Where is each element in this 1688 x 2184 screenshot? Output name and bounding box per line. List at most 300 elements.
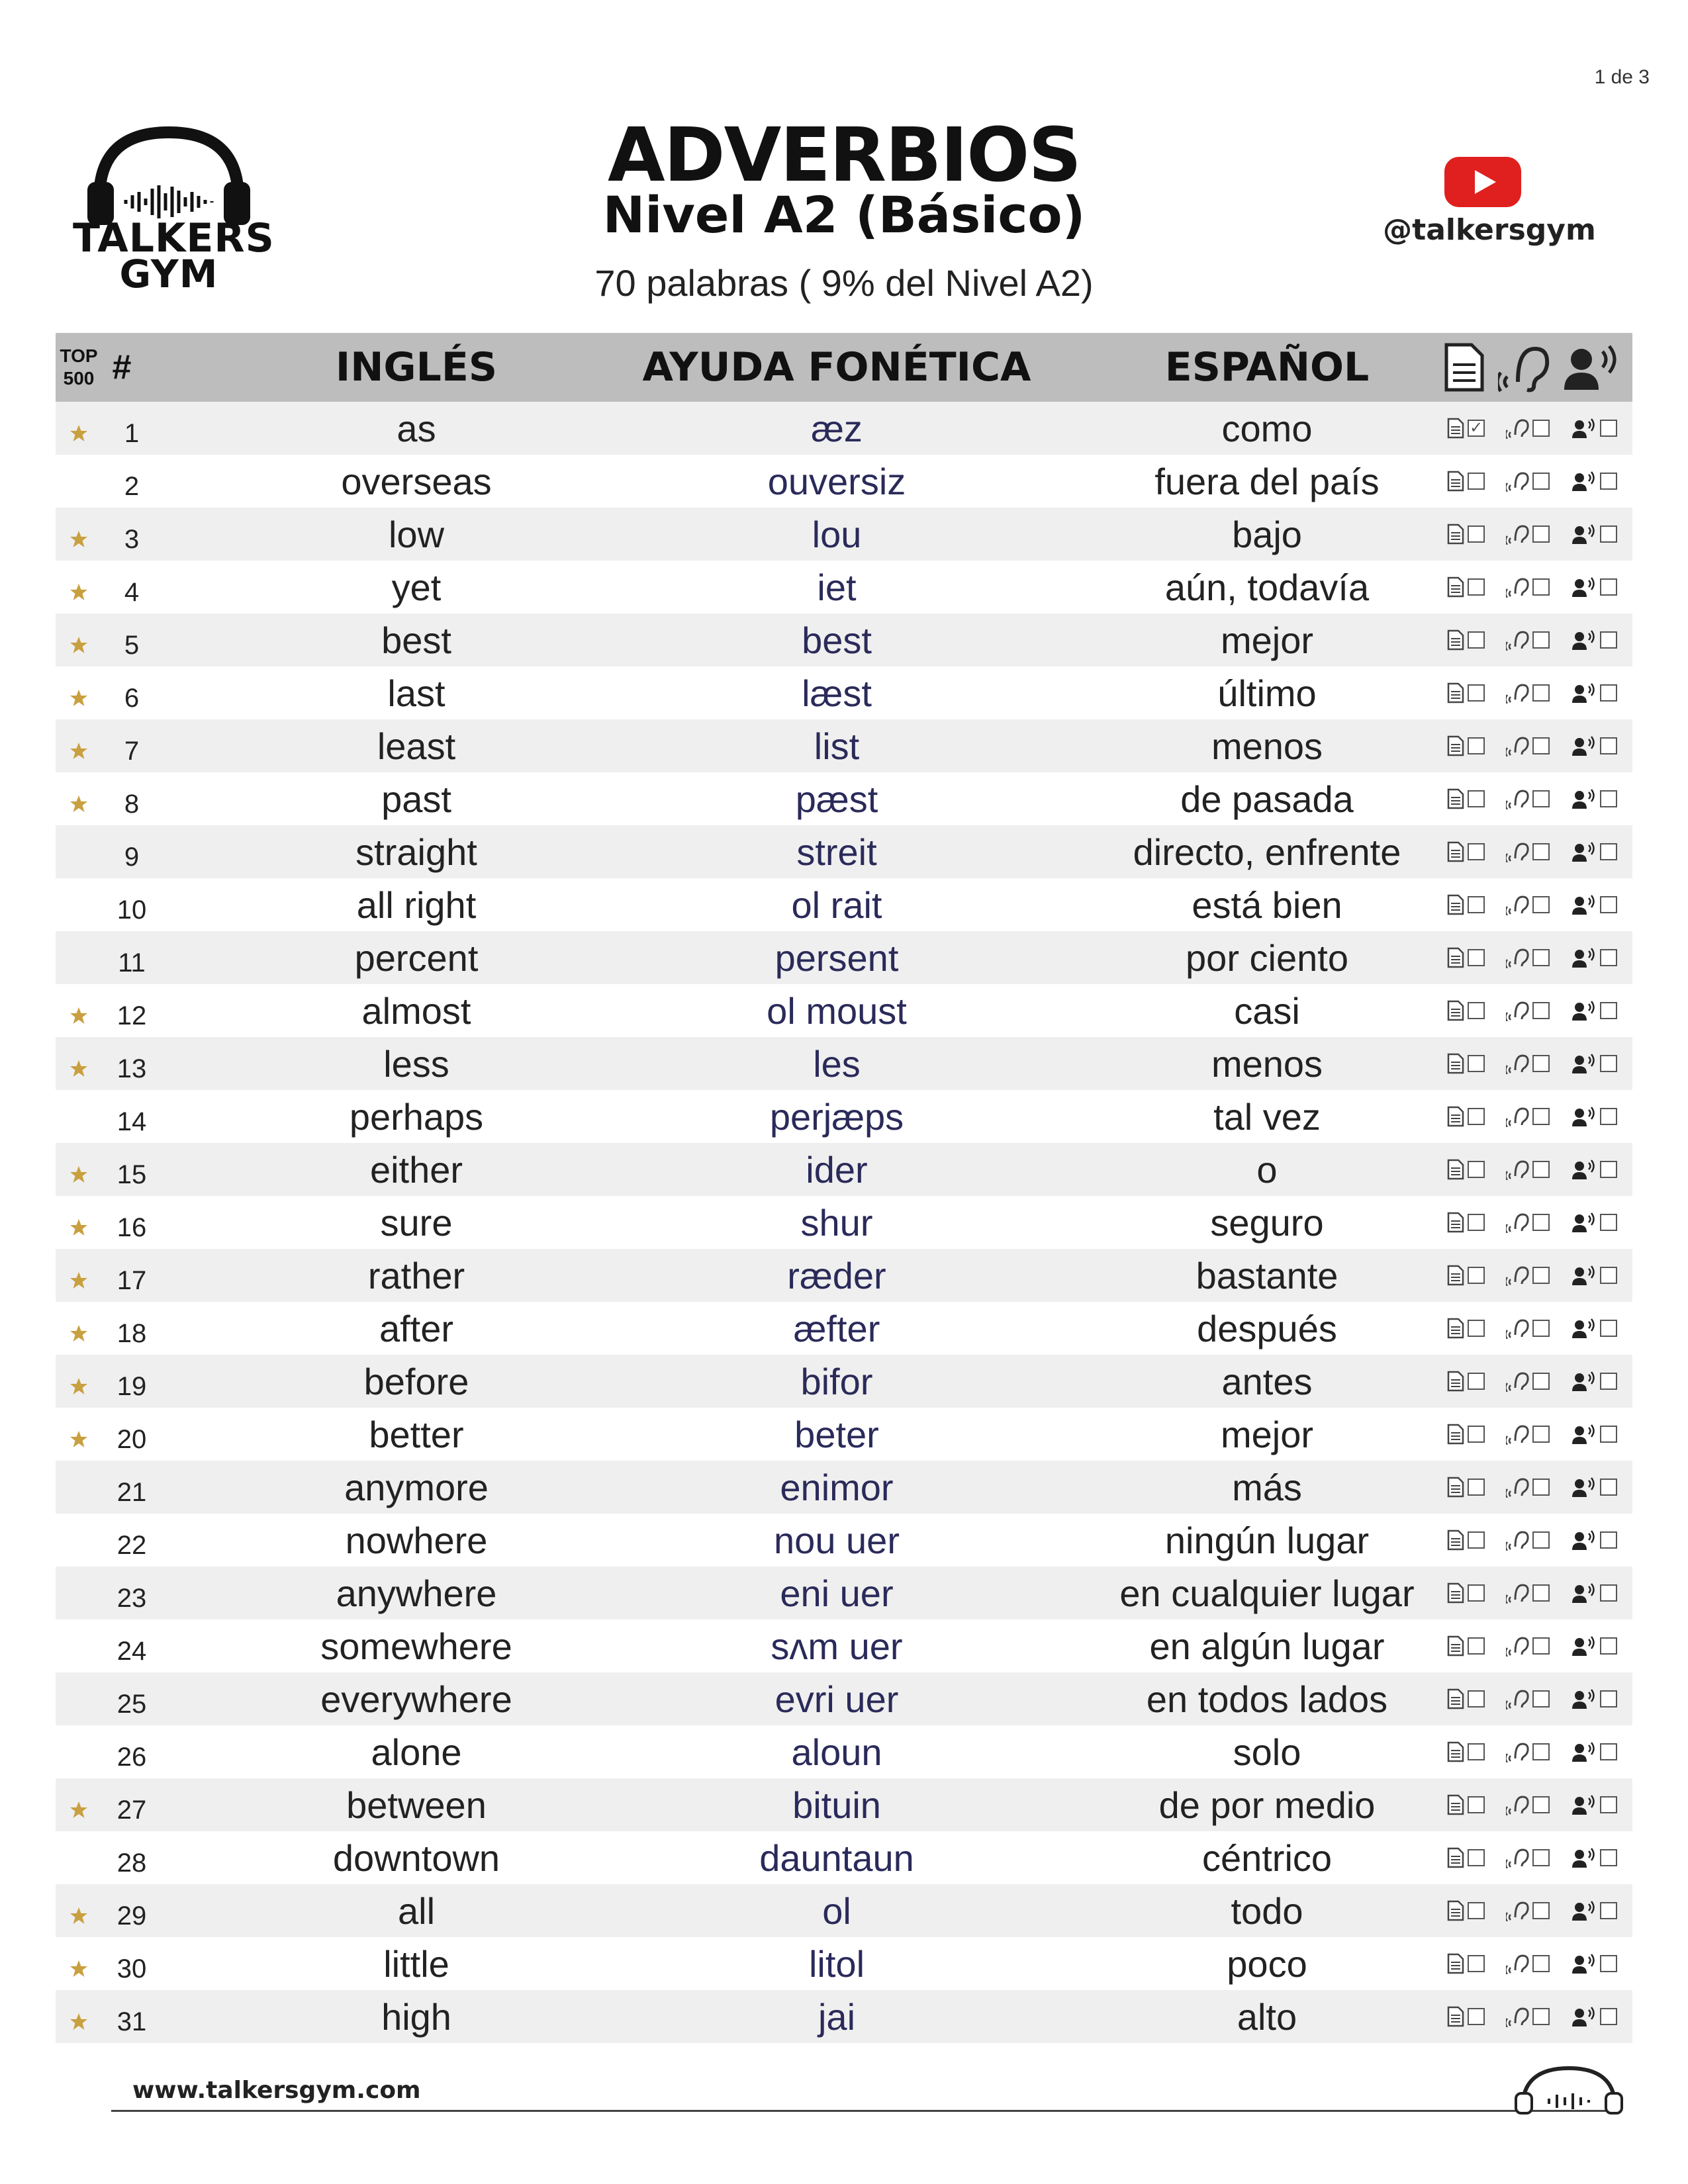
read-practice: [1446, 1582, 1485, 1604]
table-row: [56, 1037, 1632, 1090]
row-number: 8: [124, 789, 140, 819]
listen-checkbox[interactable]: [1532, 949, 1550, 966]
star-icon: [69, 794, 89, 814]
speak-icon: [1571, 1000, 1597, 1021]
listen-checkbox[interactable]: [1532, 1002, 1550, 1019]
listen-checkbox[interactable]: [1532, 631, 1550, 649]
read-checkbox[interactable]: [1468, 473, 1485, 490]
spanish-translation: casi: [1234, 989, 1300, 1032]
table-row: [56, 1302, 1632, 1355]
phonetic-help: dauntaun: [759, 1837, 914, 1879]
listen-checkbox[interactable]: [1532, 1055, 1550, 1072]
table-row: [56, 561, 1632, 614]
table-row: [56, 1884, 1632, 1937]
speak-practice: [1571, 1582, 1617, 1604]
listen-practice: [1506, 1900, 1550, 1921]
phonetic-help: bifor: [800, 1360, 873, 1402]
english-word: percent: [354, 936, 479, 979]
speak-checkbox[interactable]: [1600, 1108, 1617, 1125]
listen-checkbox[interactable]: [1532, 1531, 1550, 1549]
top500-marker: [62, 1942, 95, 1995]
speak-icon: [1571, 1212, 1597, 1233]
listen-checkbox[interactable]: [1532, 1479, 1550, 1496]
read-practice: [1446, 418, 1485, 439]
table-body: [56, 402, 1632, 2043]
speak-practice: [1571, 735, 1617, 756]
listen-practice: [1506, 576, 1550, 598]
listen-checkbox[interactable]: [1532, 420, 1550, 437]
speak-checkbox[interactable]: [1600, 790, 1617, 807]
speak-practice: [1571, 1000, 1617, 1021]
read-icon: [1446, 841, 1465, 862]
speak-icon: [1571, 841, 1597, 862]
speak-checkbox[interactable]: [1600, 1743, 1617, 1760]
read-checkbox[interactable]: [1468, 1743, 1485, 1760]
read-checkbox[interactable]: [1468, 1108, 1485, 1125]
top500-marker: [62, 989, 95, 1042]
row-number: 13: [117, 1054, 147, 1083]
english-word: straight: [355, 831, 477, 873]
practice-checkboxes: [1436, 561, 1628, 614]
read-checkbox[interactable]: [1468, 1002, 1485, 1019]
row-number: 29: [117, 1901, 147, 1931]
table-row: [56, 984, 1632, 1037]
listen-icon: [1506, 629, 1530, 651]
speak-icon: [1571, 1371, 1597, 1392]
listen-checkbox[interactable]: [1532, 525, 1550, 543]
listen-checkbox[interactable]: [1532, 1849, 1550, 1866]
star-icon: [69, 1006, 89, 1026]
listen-checkbox[interactable]: [1532, 1690, 1550, 1707]
read-checkbox[interactable]: [1468, 1267, 1485, 1284]
footer-divider: [111, 2110, 1614, 2112]
listen-checkbox[interactable]: [1532, 473, 1550, 490]
read-icon: [1446, 682, 1465, 704]
spanish-translation: mejor: [1220, 619, 1314, 661]
speak-practice: [1571, 523, 1617, 545]
social-handle[interactable]: @talkersgym: [1383, 213, 1596, 247]
practice-checkboxes: [1436, 1725, 1628, 1778]
speak-checkbox[interactable]: [1600, 737, 1617, 754]
listen-checkbox[interactable]: [1532, 896, 1550, 913]
read-practice: [1446, 576, 1485, 598]
top500-marker: [62, 1095, 95, 1148]
speak-icon: [1571, 735, 1597, 756]
spanish-translation: menos: [1211, 1042, 1323, 1085]
spanish-translation: o: [1256, 1148, 1278, 1191]
spanish-translation: en algún lugar: [1149, 1625, 1385, 1667]
listen-checkbox[interactable]: [1532, 843, 1550, 860]
top500-marker: [62, 1995, 95, 2048]
speak-checkbox[interactable]: [1600, 1055, 1617, 1072]
row-number: 28: [117, 1848, 147, 1878]
read-checkbox[interactable]: [1468, 1637, 1485, 1655]
spanish-translation: aún, todavía: [1164, 566, 1370, 608]
speak-icon: [1571, 1265, 1597, 1286]
read-practice: [1446, 629, 1485, 651]
speak-checkbox[interactable]: [1600, 949, 1617, 966]
english-word: anywhere: [336, 1572, 497, 1614]
speak-practice: [1571, 2006, 1617, 2027]
star-icon: [69, 635, 89, 655]
speak-icon: [1571, 894, 1597, 915]
listen-practice: [1506, 1371, 1550, 1392]
top500-marker: [62, 619, 95, 672]
listen-checkbox[interactable]: [1532, 2008, 1550, 2025]
phonetic-help: bituin: [792, 1784, 881, 1826]
read-practice: [1446, 894, 1485, 915]
listen-practice: [1506, 1582, 1550, 1604]
listen-checkbox[interactable]: [1532, 1267, 1550, 1284]
read-icon: [1446, 1688, 1465, 1709]
listen-practice: [1506, 471, 1550, 492]
top500-marker: [62, 1466, 95, 1519]
top500-marker: [62, 1148, 95, 1201]
phonetic-help: ouversiz: [767, 460, 906, 502]
practice-checkboxes: [1436, 455, 1628, 508]
spanish-translation: directo, enfrente: [1133, 831, 1401, 873]
phonetic-help: æz: [811, 407, 863, 449]
phonetic-help: ræder: [787, 1254, 886, 1297]
vocabulary-table: [56, 333, 1632, 2043]
read-checkbox[interactable]: [1468, 949, 1485, 966]
speak-practice: [1571, 1900, 1617, 1921]
listen-practice: [1506, 1741, 1550, 1762]
read-icon: [1446, 894, 1465, 915]
listen-practice: [1506, 841, 1550, 862]
speak-checkbox[interactable]: [1600, 1902, 1617, 1919]
speak-checkbox[interactable]: [1600, 1849, 1617, 1866]
practice-checkboxes: [1436, 719, 1628, 772]
speak-icon: [1571, 1688, 1597, 1709]
speak-checkbox[interactable]: [1600, 1426, 1617, 1443]
listen-checkbox[interactable]: [1532, 1743, 1550, 1760]
listen-checkbox[interactable]: [1532, 1637, 1550, 1655]
listen-practice: [1506, 1424, 1550, 1445]
speak-checkbox[interactable]: [1600, 684, 1617, 702]
row-number: 30: [117, 1954, 147, 1983]
english-word: between: [346, 1784, 487, 1826]
speak-practice: [1571, 629, 1617, 651]
listen-checkbox[interactable]: [1532, 1796, 1550, 1813]
read-checkbox[interactable]: [1468, 1320, 1485, 1337]
phonetic-help: lou: [812, 513, 862, 555]
speak-practice: [1571, 1794, 1617, 1815]
listen-practice: [1506, 1212, 1550, 1233]
read-icon: [1446, 735, 1465, 756]
star-icon: [69, 529, 89, 549]
speak-checkbox[interactable]: [1600, 1214, 1617, 1231]
read-icon: [1446, 629, 1465, 651]
listen-icon: [1506, 1212, 1530, 1233]
read-checkbox[interactable]: ✓: [1468, 420, 1485, 437]
english-word: downtown: [332, 1837, 500, 1879]
speak-checkbox[interactable]: [1600, 1690, 1617, 1707]
top500-marker: [62, 407, 95, 460]
read-checkbox[interactable]: [1468, 790, 1485, 807]
read-icon: [1446, 576, 1465, 598]
read-practice: [1446, 682, 1485, 704]
speak-checkbox[interactable]: [1600, 631, 1617, 649]
listen-practice: [1506, 1529, 1550, 1551]
table-row: [56, 1408, 1632, 1461]
listen-checkbox[interactable]: [1532, 578, 1550, 596]
english-word: high: [381, 1995, 451, 2038]
table-row: [56, 1143, 1632, 1196]
practice-checkboxes: [1436, 1302, 1628, 1355]
speak-icon: [1571, 1741, 1597, 1762]
read-checkbox[interactable]: [1468, 737, 1485, 754]
speak-checkbox[interactable]: [1600, 2008, 1617, 2025]
listen-checkbox[interactable]: [1532, 1426, 1550, 1443]
read-checkbox[interactable]: [1468, 1426, 1485, 1443]
read-checkbox[interactable]: [1468, 2008, 1485, 2025]
english-word: best: [381, 619, 451, 661]
english-word: somewhere: [320, 1625, 512, 1667]
phonetic-help: nou uer: [774, 1519, 900, 1561]
speak-checkbox[interactable]: [1600, 525, 1617, 543]
star-icon: [69, 1324, 89, 1343]
top500-marker: [62, 1889, 95, 1942]
read-checkbox[interactable]: [1468, 1796, 1485, 1813]
speak-checkbox[interactable]: [1600, 1002, 1617, 1019]
practice-checkboxes: [1436, 1937, 1628, 1990]
listen-checkbox[interactable]: [1532, 1320, 1550, 1337]
listen-checkbox[interactable]: [1532, 1584, 1550, 1602]
youtube-icon[interactable]: [1443, 156, 1523, 212]
read-icon: [1446, 1265, 1465, 1286]
practice-checkboxes: [1436, 1196, 1628, 1249]
table-row: [56, 1990, 1632, 2043]
speak-checkbox[interactable]: [1600, 1531, 1617, 1549]
read-checkbox[interactable]: [1468, 1214, 1485, 1231]
spanish-translation: todo: [1231, 1889, 1303, 1932]
read-practice: [1446, 947, 1485, 968]
speak-checkbox[interactable]: [1600, 896, 1617, 913]
read-practice: [1446, 1794, 1485, 1815]
listen-checkbox[interactable]: [1532, 790, 1550, 807]
speak-icon: [1571, 1318, 1597, 1339]
table-row: [56, 1355, 1632, 1408]
speak-checkbox[interactable]: [1600, 578, 1617, 596]
top500-marker: [62, 1784, 95, 1837]
listen-checkbox[interactable]: [1532, 1108, 1550, 1125]
phonetic-help: perjæps: [769, 1095, 904, 1138]
listen-practice: [1506, 1953, 1550, 1974]
speak-checkbox[interactable]: [1600, 420, 1617, 437]
practice-checkboxes: [1436, 1884, 1628, 1937]
phonetic-help: best: [802, 619, 872, 661]
speak-checkbox[interactable]: [1600, 473, 1617, 490]
footer-url[interactable]: www.talkersgym.com: [132, 2077, 421, 2104]
read-checkbox[interactable]: [1468, 1955, 1485, 1972]
practice-checkboxes: [1436, 614, 1628, 666]
read-practice: [1446, 1000, 1485, 1021]
top500-marker: [62, 1519, 95, 1572]
listen-checkbox[interactable]: [1532, 737, 1550, 754]
read-checkbox[interactable]: [1468, 1161, 1485, 1178]
practice-checkboxes: [1436, 1249, 1628, 1302]
speak-checkbox[interactable]: [1600, 1479, 1617, 1496]
table-row: [56, 1461, 1632, 1514]
speak-checkbox[interactable]: [1600, 1637, 1617, 1655]
table-row: [56, 508, 1632, 561]
speak-checkbox[interactable]: [1600, 1796, 1617, 1813]
read-checkbox[interactable]: [1468, 1373, 1485, 1390]
read-icon: [1446, 1106, 1465, 1127]
listen-practice: [1506, 523, 1550, 545]
footer-headphones-icon: [1509, 2062, 1628, 2118]
read-checkbox[interactable]: [1468, 684, 1485, 702]
read-icon: [1446, 1900, 1465, 1921]
english-word: after: [379, 1307, 454, 1349]
speak-practice: [1571, 1053, 1617, 1074]
speak-icon: [1571, 1424, 1597, 1445]
read-checkbox[interactable]: [1468, 578, 1485, 596]
speak-icon: [1571, 1159, 1597, 1180]
listen-icon: [1506, 523, 1530, 545]
listen-icon: [1506, 1159, 1530, 1180]
practice-checkboxes: [1436, 1672, 1628, 1725]
speak-checkbox[interactable]: [1600, 1267, 1617, 1284]
english-word: least: [377, 725, 456, 767]
listen-practice: [1506, 1159, 1550, 1180]
read-checkbox[interactable]: [1468, 1690, 1485, 1707]
listen-checkbox[interactable]: [1532, 1902, 1550, 1919]
speak-checkbox[interactable]: [1600, 1161, 1617, 1178]
speak-icon: [1571, 1582, 1597, 1604]
speak-practice: [1571, 894, 1617, 915]
read-icon: [1446, 1000, 1465, 1021]
listen-icon: [1506, 1477, 1530, 1498]
listen-icon: [1506, 1582, 1530, 1604]
speak-practice: [1571, 1371, 1617, 1392]
read-checkbox[interactable]: [1468, 843, 1485, 860]
speak-icon: [1571, 1635, 1597, 1657]
phonetic-help: jai: [818, 1995, 856, 2038]
spanish-translation: mejor: [1220, 1413, 1314, 1455]
table-row: [56, 1672, 1632, 1725]
speak-checkbox[interactable]: [1600, 1320, 1617, 1337]
speak-checkbox[interactable]: [1600, 1584, 1617, 1602]
speak-practice: [1571, 682, 1617, 704]
speak-checkbox[interactable]: [1600, 1373, 1617, 1390]
top500-marker: [62, 1413, 95, 1466]
practice-checkboxes: [1436, 772, 1628, 825]
page-subtitle: Nivel A2 (Básico): [602, 185, 1086, 244]
speak-practice: [1571, 1741, 1617, 1762]
top500-marker: [62, 1625, 95, 1678]
star-icon: [69, 1271, 89, 1291]
read-checkbox[interactable]: [1468, 631, 1485, 649]
read-practice: [1446, 1265, 1485, 1286]
english-word: anymore: [344, 1466, 489, 1508]
listen-practice: [1506, 1265, 1550, 1286]
listen-icon: [1506, 1424, 1530, 1445]
top500-header-line1: TOP: [60, 345, 98, 366]
listen-checkbox[interactable]: [1532, 1214, 1550, 1231]
phonetic-help: les: [813, 1042, 861, 1085]
listen-icon: [1506, 1318, 1530, 1339]
spanish-translation: está bien: [1192, 884, 1342, 926]
listen-practice: [1506, 1053, 1550, 1074]
speak-icon: [1571, 471, 1597, 492]
speak-icon: [1571, 682, 1597, 704]
speak-icon: [1571, 629, 1597, 651]
top500-marker: [62, 1360, 95, 1413]
english-word: almost: [361, 989, 471, 1032]
phonetic-help: enimor: [780, 1466, 894, 1508]
row-number: 19: [117, 1371, 147, 1401]
read-checkbox[interactable]: [1468, 525, 1485, 543]
english-word: rather: [367, 1254, 465, 1297]
table-row: [56, 666, 1632, 719]
speak-icon: [1571, 418, 1597, 439]
speak-checkbox[interactable]: [1600, 843, 1617, 860]
speak-icon: [1571, 947, 1597, 968]
read-icon: [1446, 1529, 1465, 1551]
read-checkbox[interactable]: [1468, 1849, 1485, 1866]
listen-checkbox[interactable]: [1532, 1955, 1550, 1972]
speak-checkbox[interactable]: [1600, 1955, 1617, 1972]
listen-icon: [1506, 471, 1530, 492]
read-checkbox[interactable]: [1468, 1055, 1485, 1072]
speak-practice: [1571, 418, 1617, 439]
read-checkbox[interactable]: [1468, 1479, 1485, 1496]
listen-practice: [1506, 788, 1550, 809]
listen-icon: [1506, 682, 1530, 704]
listen-practice: [1506, 1688, 1550, 1709]
row-number: 24: [117, 1636, 147, 1666]
row-number: 27: [117, 1795, 147, 1825]
read-checkbox[interactable]: [1468, 1531, 1485, 1549]
phonetic-help: ol moust: [767, 989, 907, 1032]
top500-header-line2: 500: [63, 368, 95, 388]
listen-checkbox[interactable]: [1532, 1373, 1550, 1390]
top500-marker: [62, 1254, 95, 1307]
read-icon: [1446, 1582, 1465, 1604]
practice-checkboxes: [1436, 1567, 1628, 1619]
logo-line2: GYM: [119, 251, 218, 296]
listen-practice: [1506, 1106, 1550, 1127]
spanish-translation: como: [1221, 407, 1313, 449]
row-number: 25: [117, 1689, 147, 1719]
read-checkbox[interactable]: [1468, 1902, 1485, 1919]
read-checkbox[interactable]: [1468, 1584, 1485, 1602]
listen-practice: [1506, 1635, 1550, 1657]
english-word: all right: [356, 884, 477, 926]
listen-icon: [1506, 1794, 1530, 1815]
top500-marker: [62, 1678, 95, 1731]
listen-checkbox[interactable]: [1532, 684, 1550, 702]
listen-icon: [1506, 788, 1530, 809]
row-number: 20: [117, 1424, 147, 1454]
read-checkbox[interactable]: [1468, 896, 1485, 913]
listen-icon: [1506, 1847, 1530, 1868]
row-number: 4: [124, 577, 140, 607]
listen-practice: [1506, 1477, 1550, 1498]
star-icon: [69, 1165, 89, 1185]
top500-marker: [62, 778, 95, 831]
listen-icon: [1506, 1106, 1530, 1127]
spanish-header: ESPAÑOL: [1164, 344, 1370, 390]
practice-checkboxes: [1436, 1037, 1628, 1090]
listen-checkbox[interactable]: [1532, 1161, 1550, 1178]
number-header: #: [112, 348, 132, 387]
logo-line1: TALKERS: [73, 215, 275, 261]
top500-marker: [62, 513, 95, 566]
speak-icon: [1562, 342, 1622, 392]
